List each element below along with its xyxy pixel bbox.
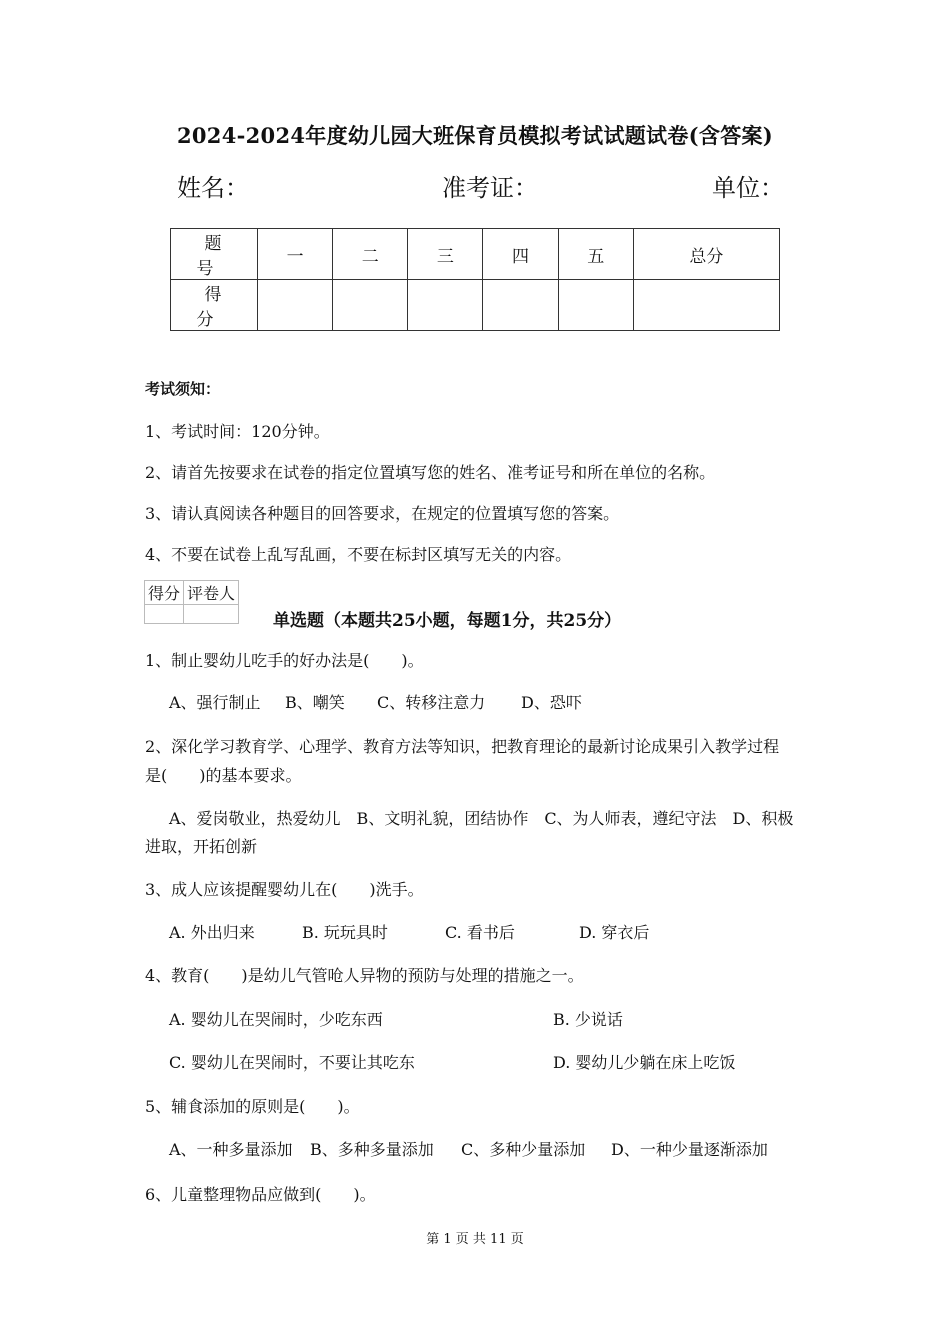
score-cell xyxy=(258,280,333,331)
notice-item: 4、不要在试卷上乱写乱画，不要在标封区填写无关的内容。 xyxy=(145,545,572,564)
question-1-stem: 1、制止婴幼儿吃手的好办法是( )。 xyxy=(145,651,424,670)
score-row-label: 得 分 xyxy=(171,280,258,331)
question-5-option-c: C、多种少量添加 xyxy=(461,1140,586,1159)
grader-score-label: 得分 xyxy=(145,581,184,605)
score-header-cell: 三 xyxy=(408,229,483,280)
notice-item: 3、请认真阅读各种题目的回答要求，在规定的位置填写您的答案。 xyxy=(145,504,620,523)
score-header-cell: 总分 xyxy=(633,229,779,280)
question-5-option-b: B、多种多量添加 xyxy=(310,1140,434,1159)
grader-score-cell xyxy=(145,605,184,624)
question-4-option-d: D. 婴幼儿少躺在床上吃饭 xyxy=(553,1053,736,1072)
name-label: 姓名： xyxy=(177,174,249,202)
question-5-option-d: D、一种少量逐渐添加 xyxy=(611,1140,768,1159)
notice-item: 2、请首先按要求在试卷的指定位置填写您的姓名、准考证号和所在单位的名称。 xyxy=(145,463,716,482)
score-cell xyxy=(633,280,779,331)
score-table-score-row xyxy=(171,280,780,331)
question-3-option-c: C. 看书后 xyxy=(445,923,515,942)
score-table-header-row xyxy=(171,229,780,280)
score-header-cell: 题 号 xyxy=(171,229,258,280)
question-4-option-c: C. 婴幼儿在哭闹时，不要让其吃东 xyxy=(169,1053,415,1072)
score-cell xyxy=(483,280,558,331)
score-table xyxy=(170,228,780,331)
question-4-option-b: B. 少说话 xyxy=(553,1010,623,1029)
unit-label: 单位： xyxy=(712,174,784,202)
question-1-option-b: B、嘲笑 xyxy=(285,693,345,712)
candidate-info-row xyxy=(0,168,950,204)
question-4-option-a: A. 婴幼儿在哭闹时，少吃东西 xyxy=(169,1010,383,1029)
question-3-option-d: D. 穿衣后 xyxy=(579,923,650,942)
grader-name-label: 评卷人 xyxy=(184,581,239,605)
section-title: 单选题（本题共25小题，每题1分，共25分） xyxy=(273,611,622,631)
notice-title: 考试须知： xyxy=(145,380,221,398)
exam-id-label: 准考证： xyxy=(442,174,538,202)
question-2-stem: 2、深化学习教育学、心理学、教育方法等知识，把教育理论的最新讨论成果引入教学过程 xyxy=(145,737,780,756)
score-header-cell: 四 xyxy=(483,229,558,280)
question-2-options-cont: 进取，开拓创新 xyxy=(145,837,258,856)
question-3-stem: 3、成人应该提醒婴幼儿在( )洗手。 xyxy=(145,880,424,899)
question-2-stem-cont: 是( )的基本要求。 xyxy=(145,766,302,785)
question-1-option-a: A、强行制止 xyxy=(169,693,261,712)
question-4-stem: 4、教育( )是幼儿气管呛人异物的预防与处理的措施之一。 xyxy=(145,966,584,985)
page-footer: 第 1 页 共 11 页 xyxy=(426,1232,524,1247)
score-cell xyxy=(333,280,408,331)
score-header-cell: 五 xyxy=(558,229,633,280)
score-cell xyxy=(558,280,633,331)
question-5-stem: 5、辅食添加的原则是( )。 xyxy=(145,1097,360,1116)
question-3-option-a: A. 外出归来 xyxy=(169,923,255,942)
question-6-stem: 6、儿童整理物品应做到( )。 xyxy=(145,1185,376,1204)
question-3-option-b: B. 玩玩具时 xyxy=(302,923,388,942)
grader-name-cell xyxy=(184,605,239,624)
question-2-options: A、爱岗敬业，热爱幼儿 B、文明礼貌，团结协作 C、为人师表，遵纪守法 D、积极 xyxy=(169,809,794,828)
grader-box xyxy=(144,580,239,624)
question-1-option-d: D、恐吓 xyxy=(521,693,582,712)
question-1-option-c: C、转移注意力 xyxy=(377,693,486,712)
question-5-option-a: A、一种多量添加 xyxy=(169,1140,293,1159)
score-header-cell: 二 xyxy=(333,229,408,280)
notice-item: 1、考试时间：120分钟。 xyxy=(145,422,330,441)
score-cell xyxy=(408,280,483,331)
page-title: 2024-2024年度幼儿园大班保育员模拟考试试题试卷(含答案) xyxy=(176,123,774,148)
score-header-cell: 一 xyxy=(258,229,333,280)
